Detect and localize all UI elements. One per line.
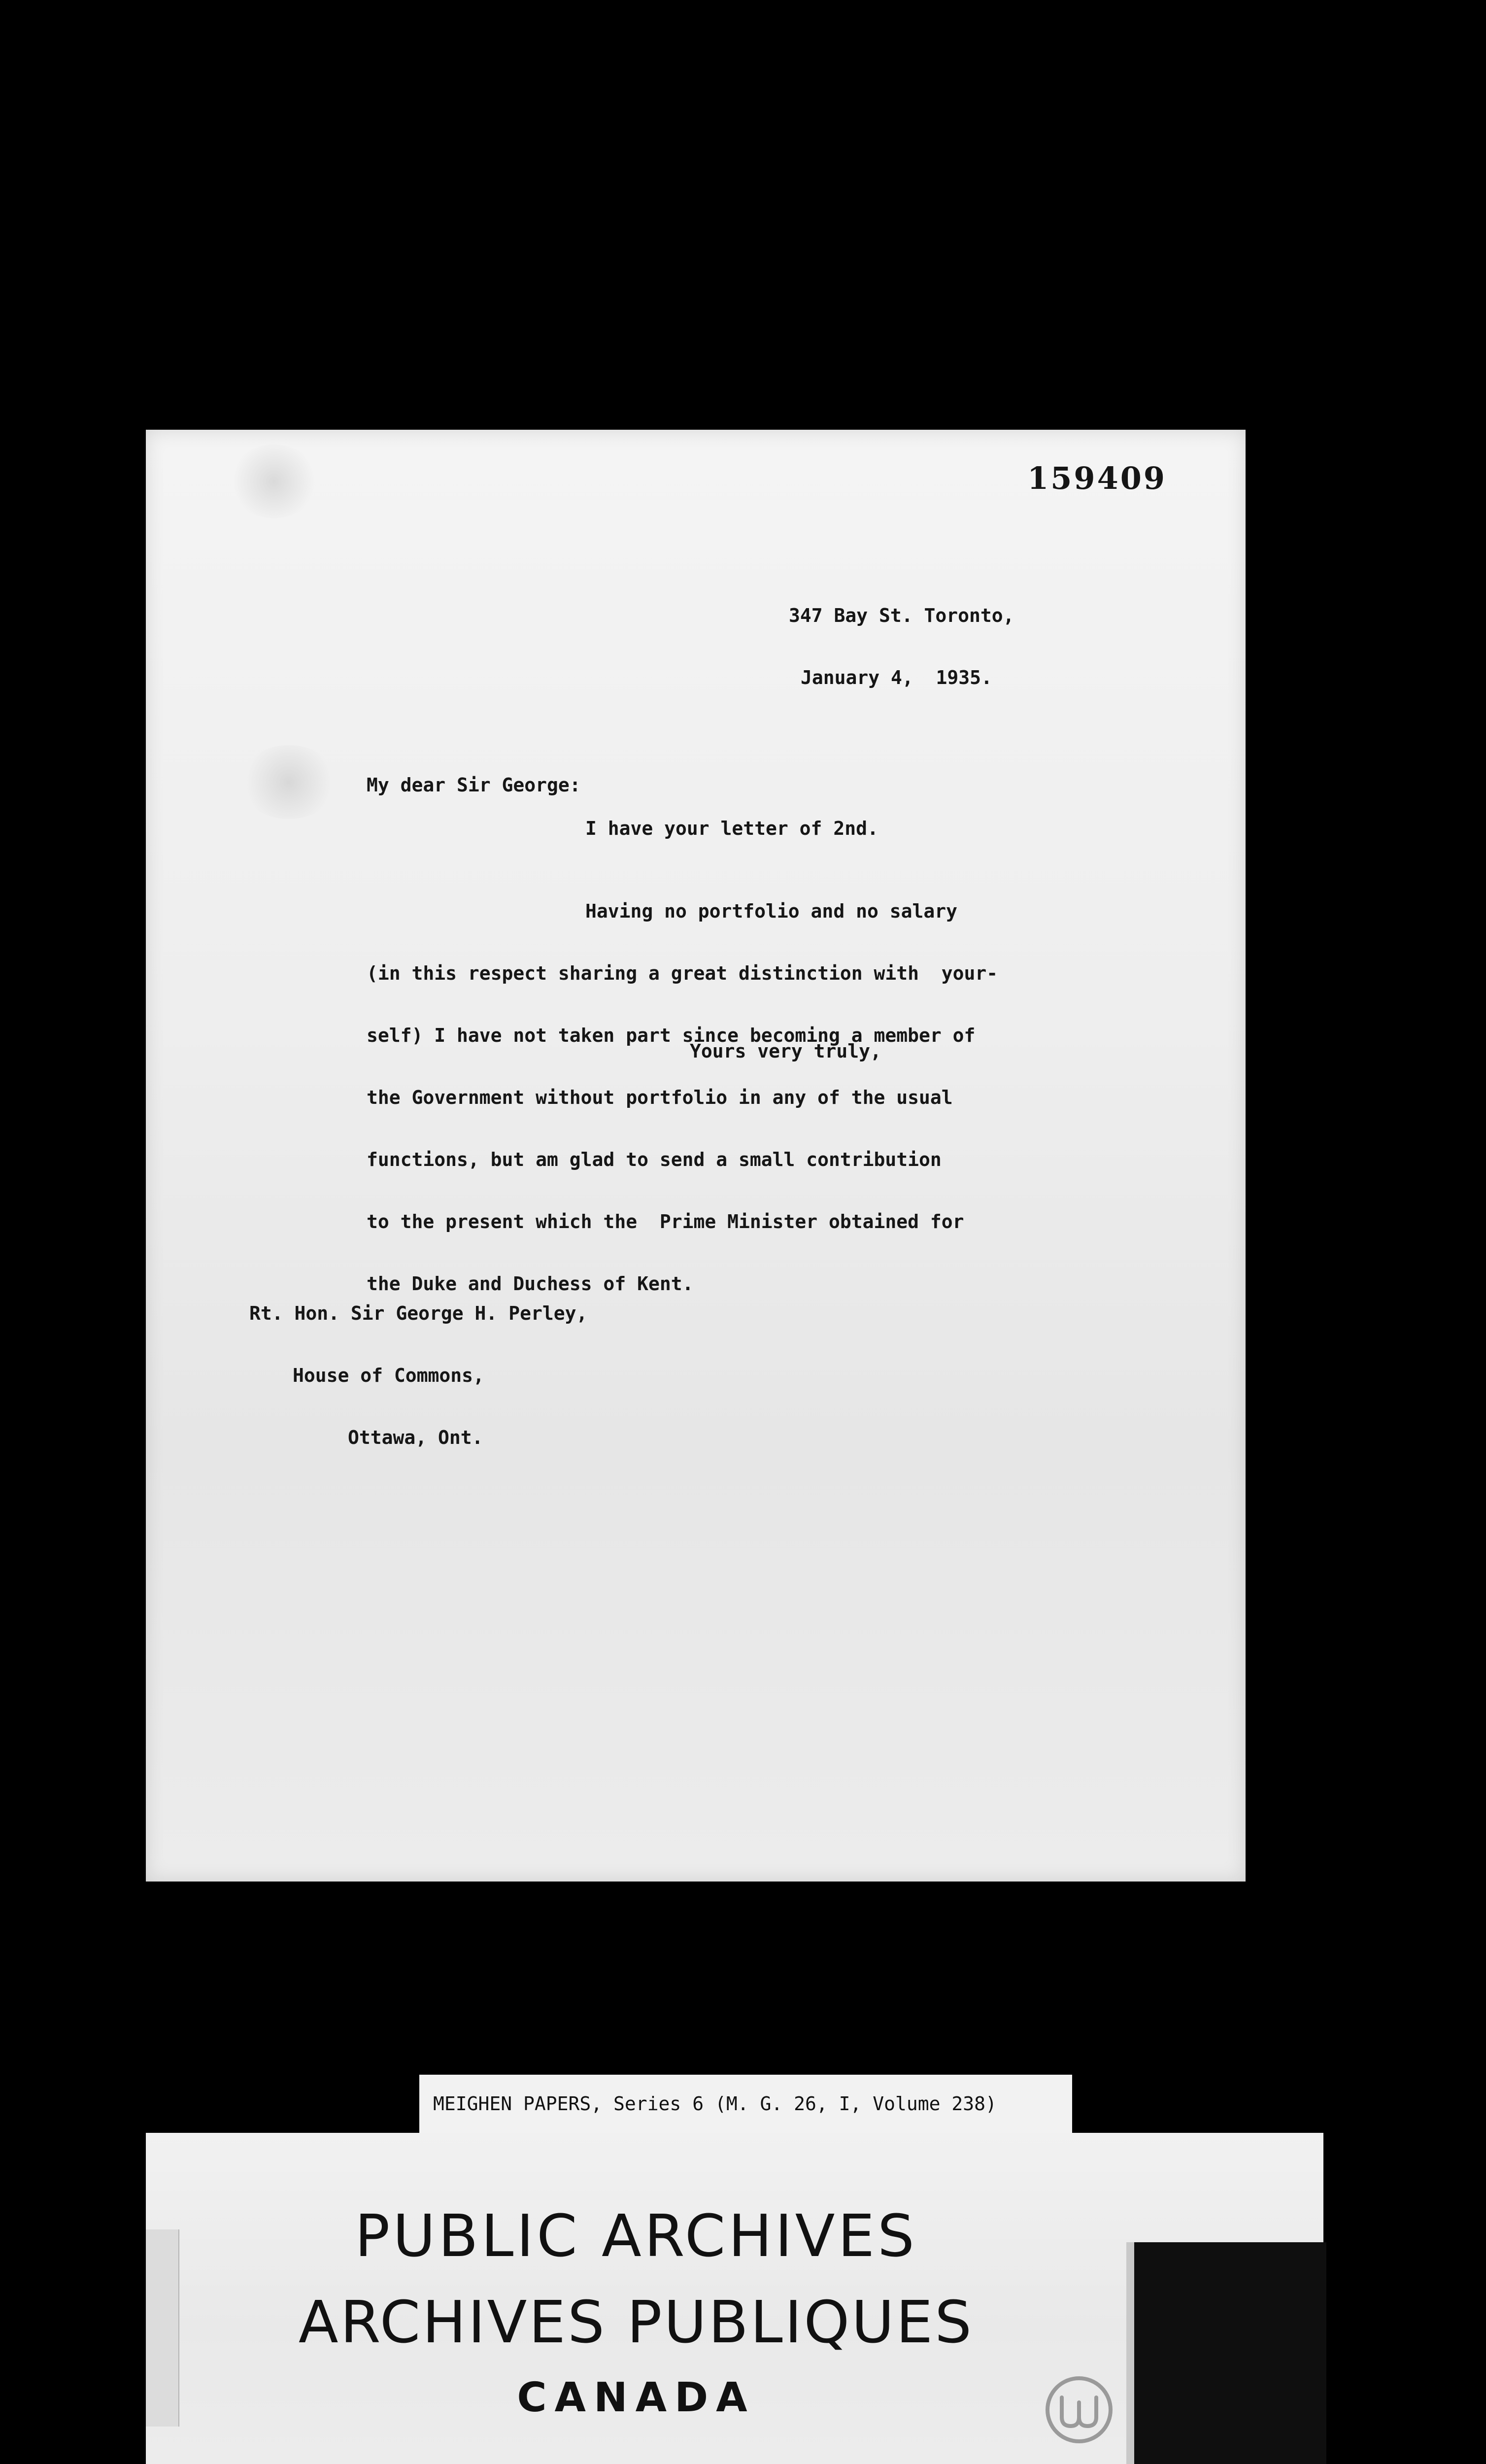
document-number: 159409 <box>1027 460 1167 496</box>
recipient-block <box>249 1262 587 1489</box>
smudge <box>239 745 338 819</box>
body-line: the Duke and Duchess of Kent. <box>367 1273 694 1295</box>
sender-address <box>789 564 1014 729</box>
paragraph-1: I have your letter of 2nd. <box>585 818 878 839</box>
letter-date: January 4, 1935. <box>801 667 992 688</box>
body-line: (in this respect sharing a great distinction with your- <box>367 962 998 984</box>
smudge <box>230 445 318 518</box>
recipient-line: Ottawa, Ont. <box>348 1427 483 1448</box>
archives-logo-icon <box>1042 2373 1116 2447</box>
body-line: functions, but am glad to send a small contribution <box>367 1149 942 1170</box>
archives-title-en: PUBLIC ARCHIVES <box>355 2202 917 2270</box>
closing: Yours very truly, <box>690 1040 881 1062</box>
reference-label: MEIGHEN PAPERS, Series 6 (M. G. 26, I, Volume 238) <box>419 2075 1072 2133</box>
letter-page <box>146 430 1246 1882</box>
body-line: the Government without portfolio in any of the usual <box>367 1087 953 1108</box>
recipient-name: Rt. Hon. Sir George H. Perley, <box>249 1302 588 1324</box>
salutation: My dear Sir George: <box>367 774 581 796</box>
archives-title-fr: ARCHIVES PUBLIQUES <box>298 2288 974 2356</box>
body-line: self) I have not taken part since becoming a member of <box>367 1025 976 1046</box>
recipient-line: House of Commons, <box>293 1365 484 1386</box>
body-line: Having no portfolio and no salary <box>585 900 957 922</box>
body-line: to the present which the Prime Minister obtained for <box>367 1211 964 1232</box>
address-line: 347 Bay St. Toronto, <box>789 605 1014 626</box>
dark-tab <box>1126 2242 1326 2464</box>
archives-country: CANADA <box>517 2374 755 2421</box>
archives-card <box>146 2133 1323 2464</box>
